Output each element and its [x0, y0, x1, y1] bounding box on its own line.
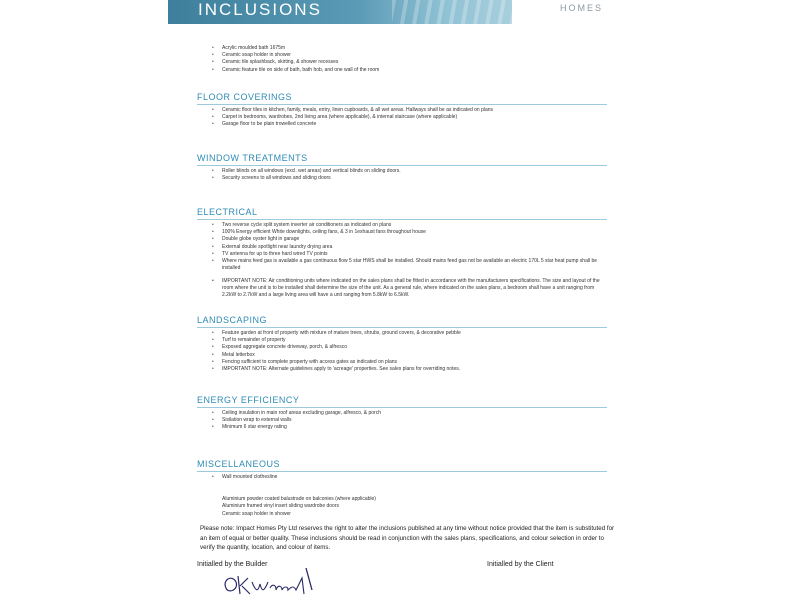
list-item: • Ceramic feature tile on side of bath, bath hob, and one wall of the room [197, 67, 607, 74]
list-item: • Roller blinds on all windows (excl. wet areas) and vertical blinds on sliding doors. [197, 168, 607, 175]
builder-signature-label: Initialled by the Builder [197, 561, 268, 568]
list-item: • Garage floor to be plain trowelled concrete [197, 121, 607, 128]
client-signature-label: Initialled by the Client [487, 561, 554, 568]
list-item: • Turf to remainder of property [197, 337, 607, 344]
list-item: • Metal letterbox [197, 352, 607, 359]
section-heading: FLOOR COVERINGS [197, 92, 607, 105]
list-item: • Ceramic tile splashback, skirting, & shower recesses [197, 59, 607, 66]
list-item: • Wall mounted clothesline [197, 474, 607, 481]
list-item: • Acrylic moulded bath 1675m [197, 45, 607, 52]
misc-extra-lines [222, 496, 376, 518]
list-item: • Two reverse cycle split system inverter air conditioners as indicated on plans [197, 222, 607, 229]
list-item: • Fencing sufficient to complete property with access gates as indicated on plans [197, 359, 607, 366]
misc-line: Aluminium powder coated balustrade on balconies (where applicable) [222, 496, 376, 502]
list-item: • Double globe oyster light in garage [197, 236, 607, 243]
list-item: • Security screens to all windows and sliding doors [197, 175, 607, 182]
list-item: • Ceiling insulation in main roof areas excluding garage, alfresco, & porch [197, 410, 607, 417]
important-note: • IMPORTANT NOTE: Air conditioning units where indicated on the sales plans shall be fitted in accordance with the manufacturers specifications. The size and layout of the room where the unit is to be installed shall determine the size of the unit. As a general rule, where indicated on the sales plans, a bedroom shall have a unit ranging from 2.2kW to 2.7kW and a large living area will have a unit ranging from 5.8kW to 6.5kW. [197, 278, 607, 299]
misc-line: Ceramic soap holder in shower [222, 510, 291, 517]
section-heading: ELECTRICAL [197, 207, 607, 220]
list-item: • Where mains feed gas is available a gas continuous flow 5 star HWS shall be installed. Should mains feed gas not be available an electric 170L 5 star heat pump shall be installed [197, 258, 607, 272]
section-energy-efficiency [197, 395, 607, 432]
list-item: • Ceramic floor tiles in kitchen, family, meals, entry, linen cupboards, & all wet areas. Hallways shall be as indicated on plans [197, 107, 607, 114]
list-item: • Carpet in bedrooms, wardrobes, 2nd living area (where applicable), & internal staircase (where applicable) [197, 114, 607, 121]
section-heading: ENERGY EFFICIENCY [197, 395, 607, 408]
list-item: • TV antenna for up to three hard wired TV points [197, 251, 607, 258]
list-item: • External double spotlight near laundry drying area [197, 244, 607, 251]
list-item: • Feature garden at front of property with mixture of mature trees, shrubs, ground covers, & decorative pebble [197, 330, 607, 337]
inclusions-banner [168, 0, 512, 24]
list-item: • Minimum 6 star energy rating [197, 424, 607, 431]
company-logo: HOMES [560, 3, 604, 13]
section-electrical [197, 207, 607, 299]
list-item: • 100% Energy efficient White downlights, ceiling fans, & 3 in 1exhaust fans throughout house [197, 229, 607, 236]
section-heading: MISCELLANEOUS [197, 459, 607, 472]
list-item: • Exposed aggregate concrete driveway, porch, & alfresco [197, 344, 607, 351]
list-item: • Ceramic soap holder in shower [197, 52, 607, 59]
section-floor-coverings [197, 92, 607, 129]
misc-line: Aluminium framed vinyl insert sliding wardrobe doors [222, 503, 339, 510]
banner-title: INCLUSIONS [198, 0, 322, 19]
banner-decoration [392, 0, 512, 24]
handwritten-signature [220, 564, 330, 600]
list-item: • IMPORTANT NOTE: Alternate guidelines apply to 'acreage' properties. See sales plans for overriding notes. [197, 366, 607, 373]
section-heading: WINDOW TREATMENTS [197, 153, 607, 166]
section-bathroom [197, 43, 607, 74]
section-window-treatments [197, 153, 607, 182]
list-item: • Sisilation wrap to external walls [197, 417, 607, 424]
section-landscaping [197, 315, 607, 373]
disclaimer-text: Please note: Impact Homes Pty Ltd reserves the right to alter the inclusions published at any time without notice provided that the item is substituted for an item of equal or better quality. These inclusions should be read in conjunction with the sales plans, specifications, and colour selection in order to verify the quantity, location, and colour of items. [200, 525, 615, 552]
section-miscellaneous [197, 459, 607, 481]
section-heading: LANDSCAPING [197, 315, 607, 328]
